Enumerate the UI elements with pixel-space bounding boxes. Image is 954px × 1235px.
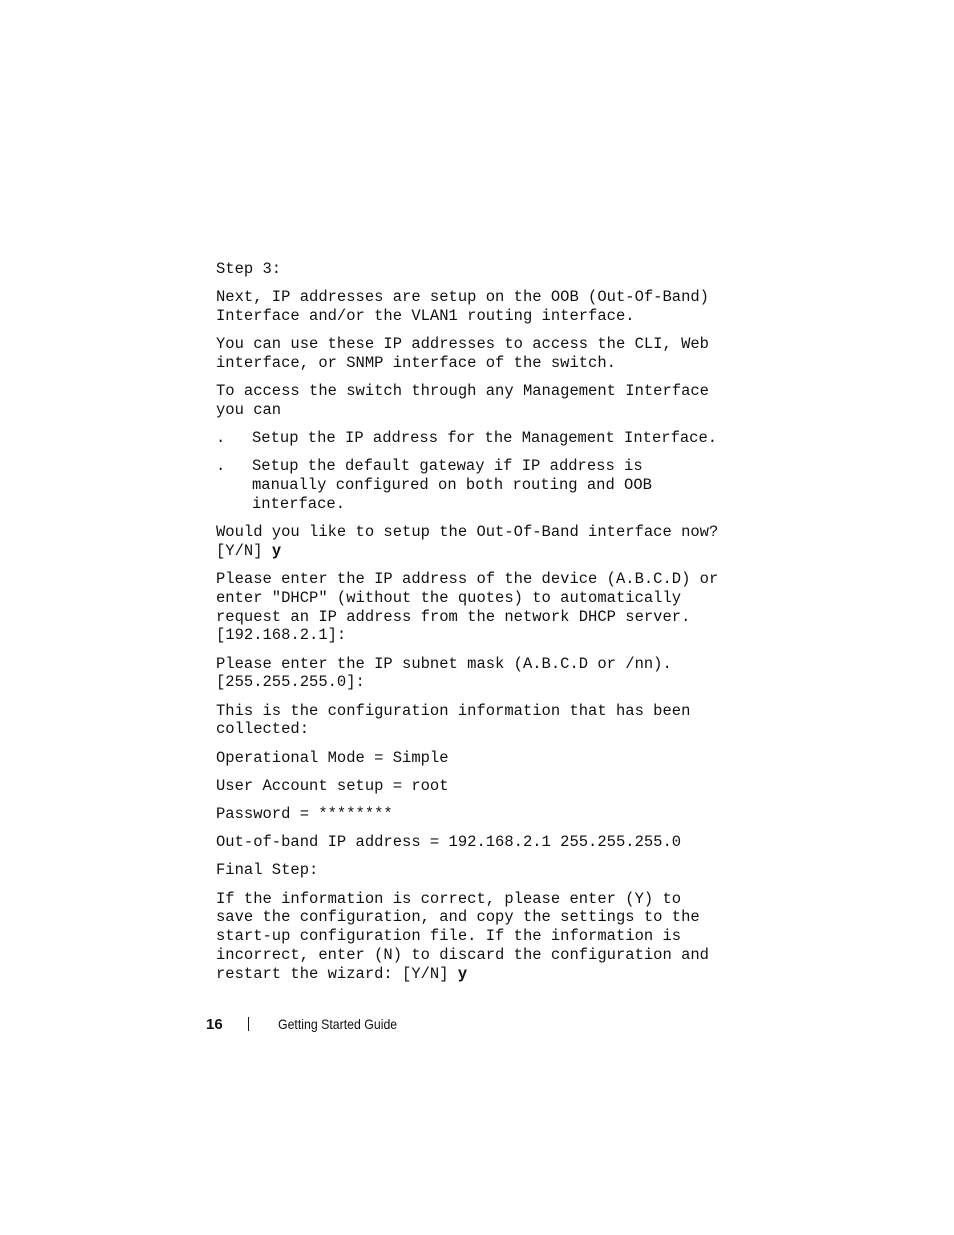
config-operational-mode: Operational Mode = Simple	[216, 748, 449, 767]
page-number: 16	[206, 1015, 223, 1033]
config-password: Password = ********	[216, 805, 393, 824]
bullet-marker: .	[216, 457, 226, 476]
bullet-item-setup-ip	[216, 429, 736, 448]
paragraph-config-summary-intro: This is the configuration information that has been collected:	[216, 701, 691, 739]
paragraph-oob-prompt	[216, 523, 736, 561]
document-body	[216, 260, 736, 993]
bullet-text: Setup the default gateway if IP address is manually configured on both routing and OOB interface.	[252, 457, 652, 513]
paragraph-ip-setup-intro: Next, IP addresses are setup on the OOB (Out-Of-Band) Interface and/or the VLAN1 routing interface.	[216, 288, 709, 325]
prompt-text: Would you like to setup the Out-Of-Band interface now? [Y/N]	[216, 523, 719, 560]
paragraph-save-prompt	[216, 890, 736, 984]
paragraph-ip-address-prompt: Please enter the IP address of the device (A.B.C.D) or enter "DHCP" (without the quotes) to automatically request an IP address from the network DHCP server. [192.168.2.1]:	[216, 570, 719, 645]
paragraph-management-access: To access the switch through any Management Interface you can	[216, 382, 709, 419]
footer-title: Getting Started Guide	[278, 1016, 398, 1032]
step-heading: Step 3:	[216, 260, 282, 278]
prompt-text: If the information is correct, please enter (Y) to save the configuration, and copy the settings to the start-up configuration file. If the information is incorrect, enter (N) to discard the configuration and restart the wizard: [Y/N]	[216, 889, 709, 983]
final-step-heading: Final Step:	[216, 861, 319, 880]
paragraph-subnet-mask-prompt: Please enter the IP subnet mask (A.B.C.D or /nn). [255.255.255.0]:	[216, 654, 672, 692]
page-footer	[206, 1014, 413, 1034]
bullet-marker: .	[216, 429, 226, 448]
paragraph-ip-usage: You can use these IP addresses to access the CLI, Web interface, or SNMP interface of the switch.	[216, 335, 709, 372]
footer-separator	[248, 1017, 249, 1031]
user-answer: y	[271, 541, 282, 560]
user-answer: y	[457, 964, 468, 983]
config-user-account: User Account setup = root	[216, 776, 449, 795]
config-oob-ip-address: Out-of-band IP address = 192.168.2.1 255.255.255.0	[216, 833, 682, 852]
bullet-text: Setup the IP address for the Management Interface.	[252, 429, 718, 448]
bullet-item-setup-gateway	[216, 457, 736, 513]
